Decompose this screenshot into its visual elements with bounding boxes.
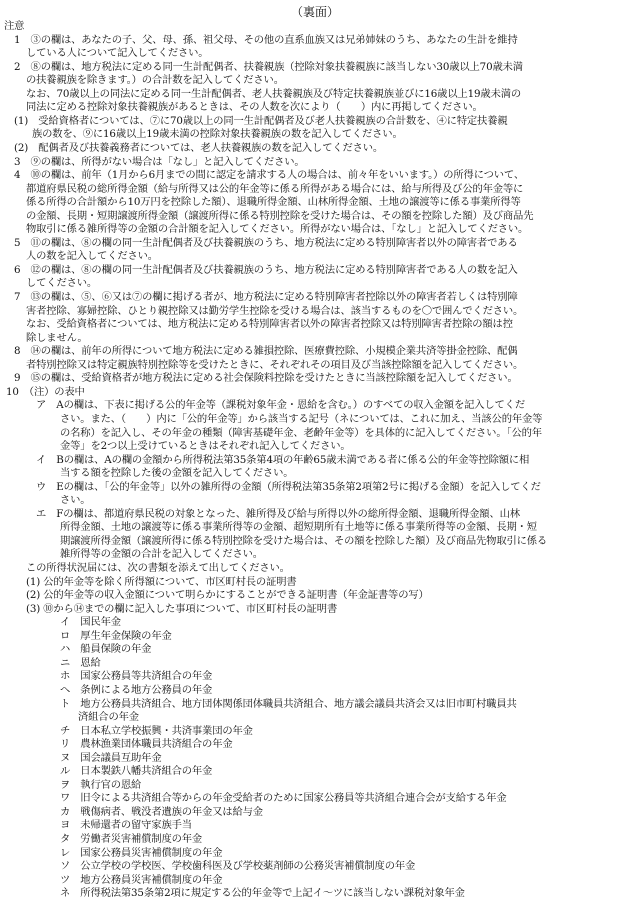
note-line: 都道府県民税の総所得金額（給与所得又は公的年金等に係る所得がある場合には、給与所得及び公的年金等に [26,182,524,195]
note-line: 10 （注）の表中 [6,385,85,398]
note-line: イ 国民年金 [60,616,121,629]
note-line: ツ 地方公務員災害補償制度の年金 [60,873,223,886]
note-line: ヨ 未帰還者の留守家族手当 [60,819,192,832]
note-line: 同法に定める控除対象扶養親族があるときは、その人数を次により（ ）内に再掲してください。 [26,101,483,114]
note-line: ハ 船員保険の年金 [60,643,152,656]
note-line: 係る所得の合計額から10万円を控除した額）、退職所得金額、山林所得金額、土地の譲渡等に係る事業所得等 [26,196,521,209]
note-line: チ 日本私立学校振興・共済事業団の年金 [60,724,253,737]
note-line: (1) 公的年金等を除く所得額について、市区町村長の証明書 [26,575,297,588]
note-line: ニ 恩給 [60,656,101,669]
note-line: 4 ⑩の欄は、前年（1月から6月までの間に認定を請求する人の場合は、前々年をいいます。）の所得について、 [14,169,525,182]
note-line: (3) ⑩から⑭までの欄に記入した事項について、市区町村長の証明書 [26,602,338,615]
note-line: ソ 公立学校の学校医、学校歯科医及び学校薬剤師の公務災害補償制度の年金 [60,860,416,873]
note-line: イ Bの欄は、Aの欄の金額から所得税法第35条第4項の年齢65歳未満である者に係る公的年金等控除額に相 [36,453,530,466]
note-line: 物取引に係る雑所得等の金額の合計額を記入してください。所得がない場合は、「なし」と記入してください。 [26,223,529,236]
note-line: へ 条例による地方公務員の年金 [60,683,213,696]
note-line: 金等」を2つ以上受けているときはそれぞれ記入してください。 [60,440,351,453]
note-line: 7 ⑬の欄は、⑤、⑥又は⑦の欄に掲げる者が、地方税法に定める特別障害者控除以外の障害者若しくは特別障 [14,291,518,303]
note-line: 者特別控除又は特定親族特別控除等を受けたときに、それぞれその項目及び当該控除額を記入してください。 [26,358,524,371]
note-line: 8 ⑭の欄は、前年の所得について地方税法に定める雑損控除、医療費控除、小規模企業共済等掛金控除、配偶 [14,345,518,358]
note-line: 所得金額、土地の譲渡等に係る事業所得等の金額、超短期所有土地等に係る事業所得等の金額、長期・短 [60,521,537,534]
note-line: ホ 国家公務員等共済組合の年金 [60,670,213,683]
note-line: ア Aの欄は、下表に掲げる公的年金等（課税対象年金・恩給を含む。）のすべての収入金額を記入してくだ [36,399,525,412]
notes-heading: 注意 [4,20,25,32]
note-line: ト 地方公務員共済組合、地方団体関係団体職員共済組合、地方議会議員共済会又は旧市町村職員共 [60,697,517,710]
note-line: ワ 旧令による共済組合等からの年金受給者のために国家公務員等共済組合連合会が支給する年金 [60,792,507,805]
note-line: この所得状況届には、次の書類を添えて出してください。 [26,562,290,574]
note-line: 3 ⑨の欄は、所得がない場合は「なし」と記入してください。 [14,155,305,168]
note-line: ヌ 国会議員互助年金 [60,751,162,764]
page-title: （裏面） [290,5,339,19]
note-line: (2) 配偶者及び扶養義務者については、老人扶養親族の数を記入してください。 [14,141,384,154]
note-line: カ 戦傷病者、戦没者遺族の年金又は給与金 [60,805,263,818]
note-line: 6 ⑫の欄は、⑧の欄の同一生計配偶者及び扶養親族のうち、地方税法に定める特別障害者である人の数を記入 [14,263,518,276]
note-line: の名称）を記入し、その年金の種類（障害基礎年金、老齢年金等）を具体的に記入してください。「公的年 [60,426,542,439]
note-line: 族の数を、⑨に16歳以上19歳未満の控除対象扶養親族の数を記入してください。 [32,128,403,141]
note-line: 期譲渡所得金額（譲渡所得に係る特別控除を受けた場合は、その額を控除した額）及び商品先物取引に係る [60,534,548,547]
note-line: 雑所得等の金額の合計を記入してください。 [60,548,263,561]
note-line: なお、70歳以上の同法に定める同一生計配偶者、老人扶養親族及び特定扶養親族並びに16歳以上19歳未満の [26,87,522,100]
note-line: ヲ 執行官の恩給 [60,778,142,791]
note-line: の扶養親族を除きます。）の合計数を記入してください。 [26,74,284,87]
note-line: さい。 [60,494,91,507]
note-line: レ 国家公務員災害補償制度の年金 [60,846,223,859]
note-line: (2) 公的年金等の収入金額について明らかにすることができる証明書（年金証書等の写） [26,589,429,602]
note-line: 除しません。 [26,331,88,344]
note-line: 害者控除、寡婦控除、ひとり親控除又は勤労学生控除を受ける場合は、該当するものを〇で囲んでください。 [26,304,524,317]
note-line: ウ Eの欄は、「公的年金等」以外の雑所得の金額（所得税法第35条第2項第2号に掲げる金額）を記入してくだ [36,480,541,493]
note-line: している人について記入してください。 [26,47,209,60]
note-line: の金額、長期・短期譲渡所得金額（譲渡所得に係る特別控除を受けた場合は、その額を控除した額）及び商品先 [26,209,534,222]
note-line: リ 農林漁業団体職員共済組合の年金 [60,738,233,751]
note-line: タ 労働者災害補償制度の年金 [60,833,203,845]
note-line: ル 日本製鉄八幡共済組合の年金 [60,765,213,778]
note-line: 人の数を記入してください。 [26,250,158,263]
note-line: 9 ⑮の欄は、受給資格者が地方税法に定める社会保険料控除を受けたときに当該控除額を記入してください。 [14,372,518,385]
note-line: (1) 受給資格者については、⑦に70歳以上の同一生計配偶者及び老人扶養親族の合計数を、④に特定扶養親 [14,114,508,127]
note-line: さい。また、（ ）内に「公的年金等」から該当する記号（ネについては、これに加え、当該公的年金等 [60,412,543,425]
note-line: エ Fの欄は、都道府県民税の対象となった、雑所得及び給与所得以外の総所得金額、退職所得金額、山林 [36,507,520,520]
note-line: 2 ⑧の欄は、地方税法に定める同一生計配偶者、扶養親族（控除対象扶養親族に該当しない30歳以上70歳未満 [14,60,523,73]
note-line: してください。 [26,277,98,290]
note-line: 当する額を控除した後の金額を記入してください。 [60,467,294,480]
note-line: 5 ⑪の欄は、⑧の欄の同一生計配偶者及び扶養親族のうち、地方税法に定める特別障害者以外の障害者である [14,236,518,249]
note-line: 済組合の年金 [78,711,139,724]
note-line: ロ 厚生年金保険の年金 [60,629,172,642]
note-line: なお、受給資格者については、地方税法に定める特別障害者以外の障害者控除又は特別障害者控除の額は控 [26,318,513,331]
note-line: ネ 所得税法第35条第2項に規定する公的年金等で上記イ～ツに該当しない課税対象年金 [60,887,465,900]
note-line: 1 ③の欄は、あなたの子、父、母、孫、祖父母、その他の直系血族又は兄弟姉妹のうち、あなたの生計を維持 [14,33,518,46]
